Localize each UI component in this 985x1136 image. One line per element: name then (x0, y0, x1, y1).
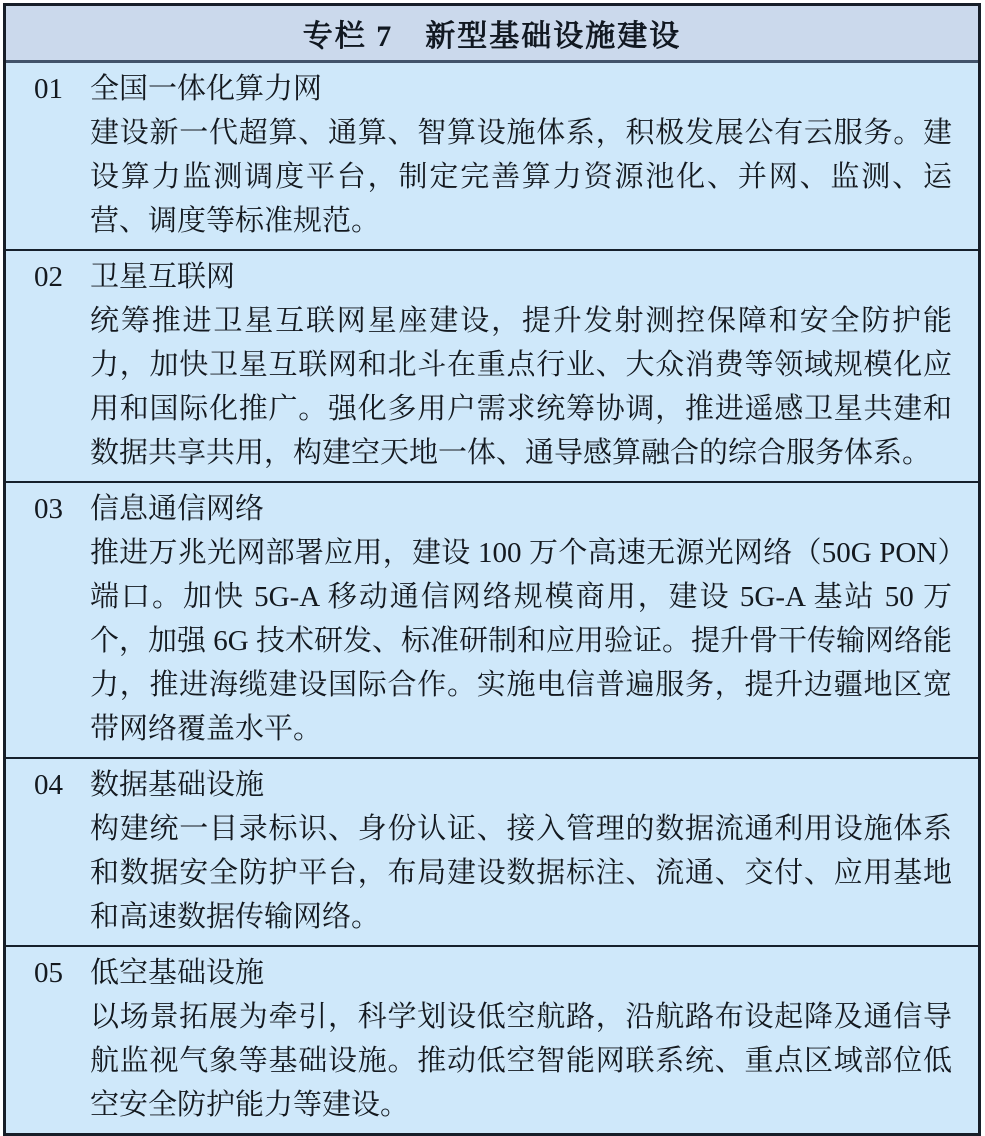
section-03 (6, 481, 978, 757)
section-body: 统筹推进卫星互联网星座建设，提升发射测控保障和安全防护能力，加快卫星互联网和北斗在重点行业、大众消费等领域规模化应用和国际化推广。强化多用户需求统筹协调，推进遥感卫星共建和数据共享共用，构建空天地一体、通导感算融合的综合服务体系。 (90, 305, 952, 469)
section-body: 推进万兆光网部署应用，建设 100 万个高速无源光网络（50G PON）端口。加快 5G-A 移动通信网络规模商用，建设 5G-A 基站 50 万个，加强 6G 技术研发、标准研制和应用验证。提升骨干传输网络能力，推进海缆建设国际合作。实施电信普遍服务，提升边疆地区宽带网络覆盖水平。 (90, 537, 952, 745)
section-number: 01 (34, 73, 63, 105)
section-content (90, 487, 952, 751)
infobox-title: 专栏 7 新型基础设施建设 (302, 20, 682, 53)
section-04 (6, 757, 978, 945)
section-content (90, 255, 952, 475)
section-title: 数据基础设施 (90, 769, 265, 801)
section-title: 卫星互联网 (90, 261, 236, 293)
section-01 (6, 63, 978, 249)
infobox (3, 3, 981, 1136)
section-content (90, 67, 952, 243)
section-content (90, 951, 952, 1127)
section-number: 03 (34, 493, 63, 525)
section-05 (6, 945, 978, 1133)
section-number: 04 (34, 769, 63, 801)
section-body: 建设新一代超算、通算、智算设施体系，积极发展公有云服务。建设算力监测调度平台，制定完善算力资源池化、并网、监测、运营、调度等标准规范。 (90, 117, 952, 237)
section-content (90, 763, 952, 939)
section-title: 全国一体化算力网 (90, 73, 323, 105)
section-body: 以场景拓展为牵引，科学划设低空航路，沿航路布设起降及通信导航监视气象等基础设施。推动低空智能网联系统、重点区域部位低空安全防护能力等建设。 (90, 1001, 952, 1121)
section-number: 05 (34, 957, 63, 989)
section-body: 构建统一目录标识、身份认证、接入管理的数据流通利用设施体系和数据安全防护平台，布局建设数据标注、流通、交付、应用基地和高速数据传输网络。 (90, 813, 952, 933)
section-number: 02 (34, 261, 63, 293)
section-title: 低空基础设施 (90, 957, 265, 989)
section-title: 信息通信网络 (90, 493, 265, 525)
infobox-header (6, 6, 978, 63)
section-02 (6, 249, 978, 481)
